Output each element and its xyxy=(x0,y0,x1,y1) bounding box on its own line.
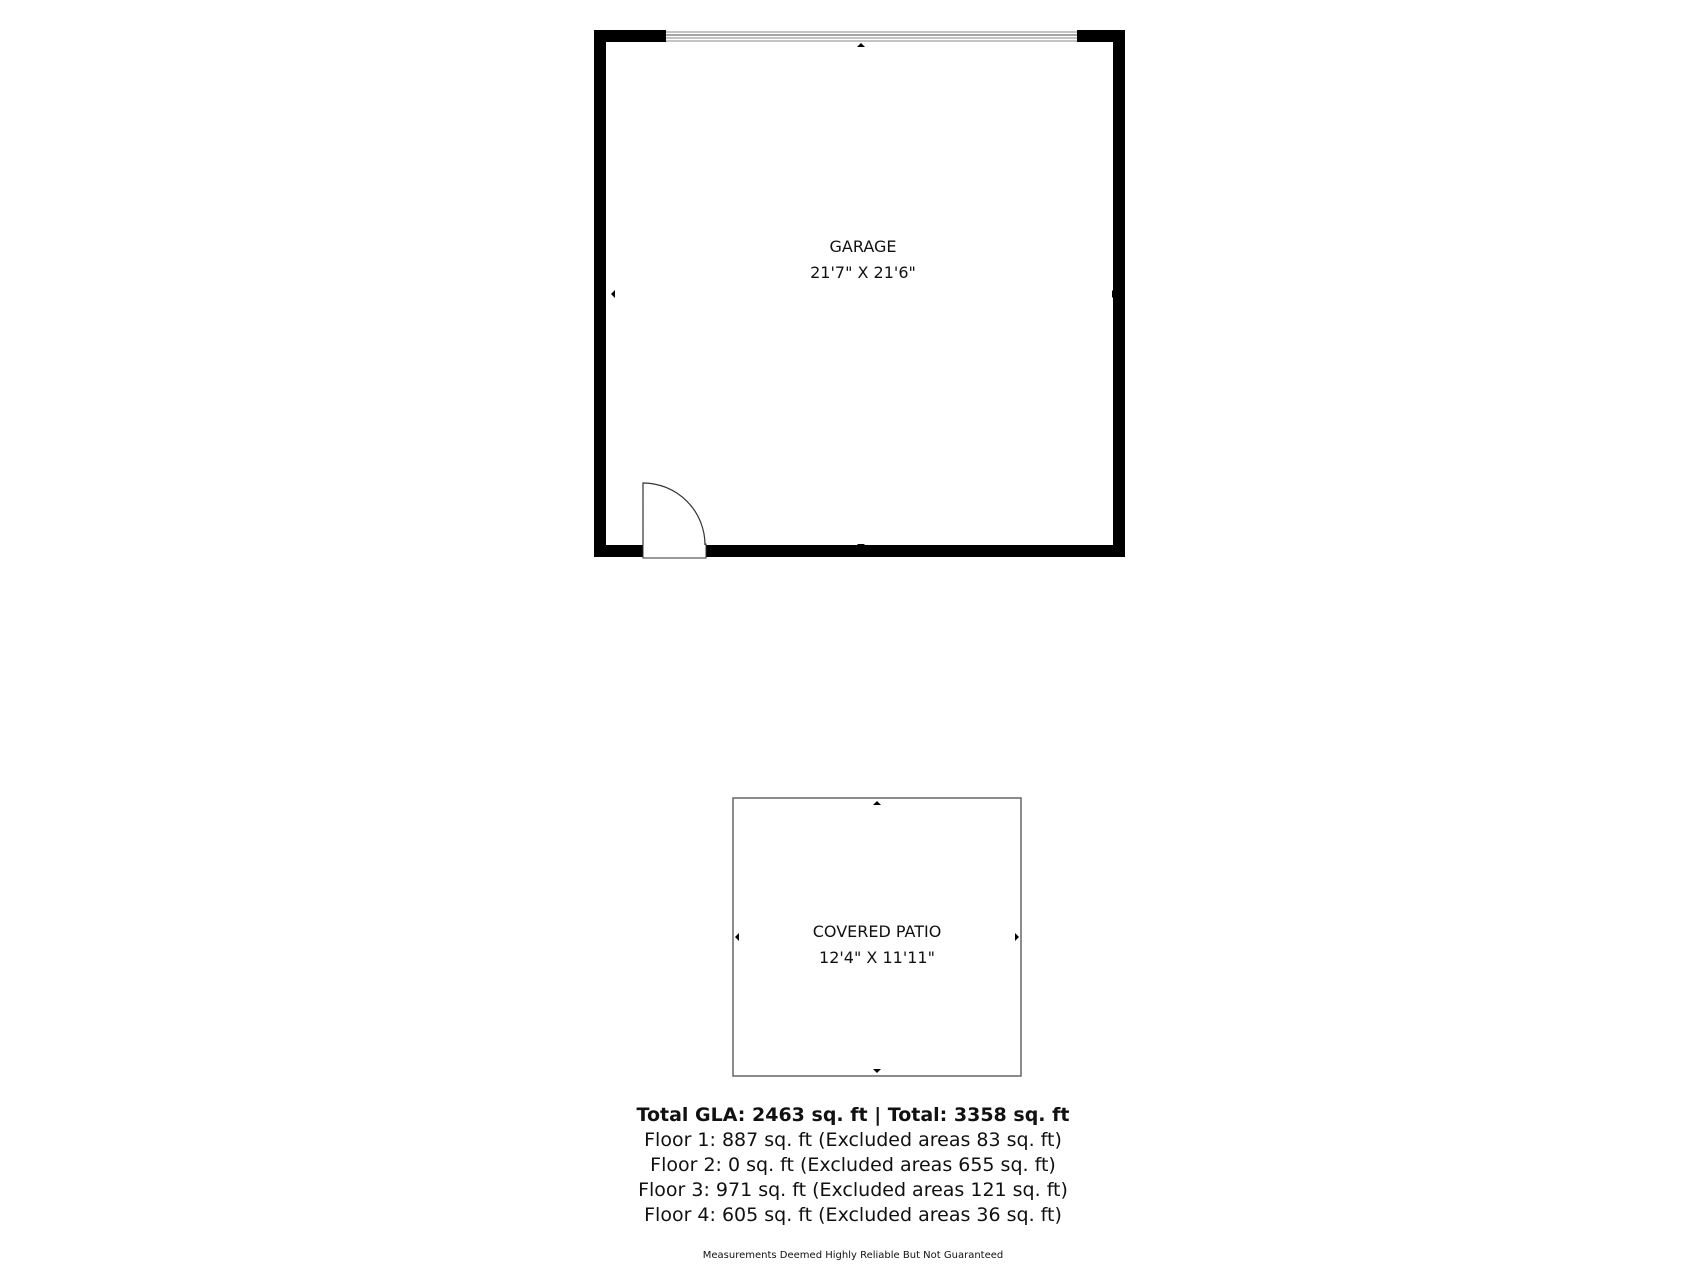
patio-marker-right xyxy=(1015,933,1019,941)
floor-1-area: Floor 1: 887 sq. ft (Excluded areas 83 sq. ft) xyxy=(644,1129,1062,1151)
area-summary xyxy=(0,1103,1706,1228)
floor-2-area: Floor 2: 0 sq. ft (Excluded areas 655 sq. ft) xyxy=(650,1154,1056,1176)
covered-patio-room xyxy=(733,798,1021,1076)
floor-3-area: Floor 3: 971 sq. ft (Excluded areas 121 sq. ft) xyxy=(638,1179,1068,1201)
garage-walls xyxy=(600,36,1119,551)
garage-name: GARAGE xyxy=(829,237,897,256)
patio-marker-bottom xyxy=(873,1069,881,1073)
patio-name: COVERED PATIO xyxy=(812,922,942,941)
total-area-line: Total GLA: 2463 sq. ft | Total: 3358 sq. ft xyxy=(636,1104,1070,1126)
garage-room xyxy=(600,29,1119,558)
patio-marker-left xyxy=(735,933,739,941)
patio-marker-top xyxy=(873,801,881,805)
garage-marker-top xyxy=(857,43,865,47)
garage-marker-left xyxy=(611,290,615,298)
measurement-disclaimer: Measurements Deemed Highly Reliable But Not Guaranteed xyxy=(702,1250,1004,1261)
entry-door-swing xyxy=(643,483,705,545)
entry-door-opening xyxy=(643,544,706,558)
floor-4-area: Floor 4: 605 sq. ft (Excluded areas 36 sq. ft) xyxy=(644,1204,1062,1226)
patio-dimensions: 12'4" X 11'11" xyxy=(819,948,935,967)
garage-dimensions: 21'7" X 21'6" xyxy=(810,263,916,282)
